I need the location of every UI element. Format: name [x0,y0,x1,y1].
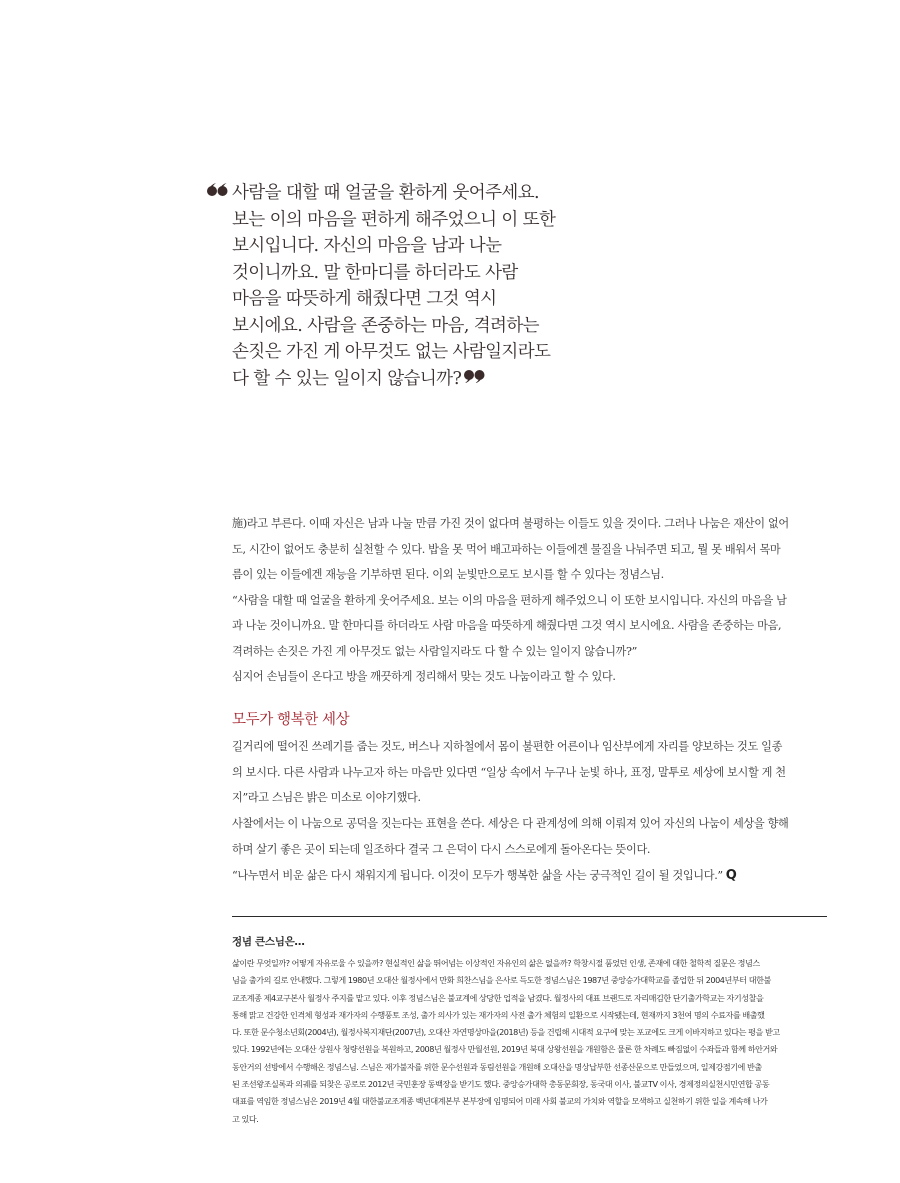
body-line: 지”라고 스님은 밝은 미소로 이야기했다. [232,791,421,805]
bio-divider [232,916,827,917]
body-line-last: “나누면서 비운 삶은 다시 채워지게 됩니다. 이것이 모두가 행복한 삶을 사는 궁극적인 길이 될 것입니다.” Q [232,867,737,883]
bio-line: 대표를 역임한 정념스님은 2019년 4월 대한불교조계종 백년대계본부 본부장에 임명되어 미래 사회 불교의 가치와 역할을 모색하고 실천하기 위한 일을 계속해 나가 [232,1096,768,1107]
pull-quote-line-1: 사람을 대할 때 얼굴을 환하게 웃어주세요. [207,180,567,207]
pull-quote [207,180,567,392]
body-line: “사람을 대할 때 얼굴을 환하게 웃어주세요. 보는 이의 마음을 편하게 해주었으니 이 또한 보시입니다. 자신의 마음을 남 [232,593,787,607]
article-end-mark: Q [725,867,737,883]
bio-title: 정념 큰스님은… [232,936,305,948]
body-line: 길거리에 떨어진 쓰레기를 줍는 것도, 버스나 지하철에서 몸이 불편한 어른이나 임산부에게 자리를 양보하는 것도 일종 [232,740,783,753]
bio-line: 다. 또한 문수청소년회(2004년), 월정사복지재단(2007년), 오대산 자연명상마을(2018년) 등을 건립해 시대적 요구에 맞는 포교에도 크게 이바지하고 있다는 평을 받고 [232,1027,780,1038]
pull-quote-line-6: 보시에요. 사람을 존중하는 마음, 격려하는 [232,315,539,336]
bio-line: 통해 맑고 건강한 인격체 형성과 재가자의 수행풍토 조성, 출가 의사가 있는 재가자의 사전 출가 체험의 일환으로 시작됐는데, 현재까지 3천여 명의 수료자를 배출했 [232,1009,765,1020]
body-line: 심지어 손님들이 온다고 방을 깨끗하게 정리해서 맞는 것도 나눔이라고 할 수 있다. [232,670,616,683]
bio-line: 있다. 1992년에는 오대산 상원사 청량선원을 복원하고, 2008년 월정사 만월선원, 2019년 북대 상왕선원을 개원함은 물론 한 차례도 빠짐없이 수좌들과 함께 하안거와 [232,1044,778,1055]
body-line: 도, 시간이 없어도 충분히 실천할 수 있다. 밥을 못 먹어 배고파하는 이들에겐 물질을 나눠주면 되고, 뭘 못 배워서 목마 [232,542,781,556]
pull-quote-line-3: 보시입니다. 자신의 마음을 남과 나눈 [232,236,502,256]
bio-line: 교조계종 제4교구본사 월정사 주지를 맡고 있다. 이후 정념스님은 불교계에 상당한 업적을 남겼다. 월정사의 대표 브랜드로 자리매김한 단기출가학교는 자기성찰을 [232,992,764,1003]
body-line: 施)라고 부른다. 이때 자신은 남과 나눌 만큼 가진 것이 없다며 불평하는 이들도 있을 것이다. 그러나 나눔은 재산이 없어 [232,517,789,530]
section-heading: 모두가 행복한 세상 [232,712,350,728]
pull-quote-line-4: 것이니까요. 말 한마디를 하더라도 사람 [232,262,518,283]
bio-line: 된 조선왕조실록과 의궤를 되찾은 공로로 2012년 국민훈장 동백장을 받기도 했다. 중앙승가대학 총동문회장, 동국대 이사, 불교TV 이사, 경제정의실천시민연합 공동 [232,1079,770,1090]
open-quote-icon [207,183,228,197]
bio-line: 님을 출가의 길로 안내했다. 그렇게 1980년 오대산 월정사에서 만화 희찬스님을 은사로 득도한 정념스님은 1987년 중앙승가대학교를 졸업한 뒤 2004년부터 대한불 [232,975,771,986]
body-line: 과 나눈 것이니까요. 말 한마디를 하더라도 사람 마음을 따뜻하게 해줬다면 그것 역시 보시에요. 사람을 존중하는 마음, [232,619,782,632]
body-line: 사찰에서는 이 나눔으로 공덕을 짓는다는 표현을 쓴다. 세상은 다 관계성에 의해 이뤄져 있어 자신의 나눔이 세상을 향해 [232,817,789,831]
article-body-2 [232,734,827,888]
bio-text [232,955,827,1128]
bio-section [232,934,827,1128]
body-line: 하며 살기 좋은 곳이 되는데 일조하다 결국 그 은덕이 다시 스스로에게 돌아온다는 뜻이다. [232,842,651,856]
article-body-1 [232,511,827,690]
body-line: 의 보시다. 다른 사람과 나누고자 하는 마음만 있다면 “일상 속에서 누구나 눈빛 하나, 표정, 말투로 세상에 보시할 게 천 [232,765,786,779]
close-quote-icon [464,369,485,383]
pull-quote-line-5: 마음을 따뜻하게 해줬다면 그것 역시 [232,289,497,309]
pull-quote-line-7: 손짓은 가진 게 아무것도 없는 사람일지라도 [232,342,551,362]
body-line: 름이 있는 이들에겐 재능을 기부하면 된다. 이외 눈빛만으로도 보시를 할 수 있다는 정념스님. [232,568,664,581]
pull-quote-line-2: 보는 이의 마음을 편하게 해주었으니 이 또한 [232,209,556,230]
bio-line: 삶이란 무엇일까? 어떻게 자유로울 수 있을까? 현실적인 삶을 뛰어넘는 이상적인 자유인의 삶은 없을까? 학창시절 품었던 인생, 존재에 대한 철학적 질문은 정념스 [232,958,760,968]
bio-line: 고 있다. [232,1113,259,1124]
pull-quote-line-8: 다 할 수 있는 일이지 않습니까? [207,366,567,393]
body-line: 격려하는 손짓은 가진 게 아무것도 없는 사람일지라도 다 할 수 있는 일이지 않습니까?” [232,644,638,658]
bio-line: 동안거의 선방에서 수행해온 정념스님. 스님은 재가불자를 위한 문수선원과 동림선원을 개원해 오대산을 명상납부한 선종산문으로 만들었으며, 일제강점기에 반출 [232,1061,762,1072]
